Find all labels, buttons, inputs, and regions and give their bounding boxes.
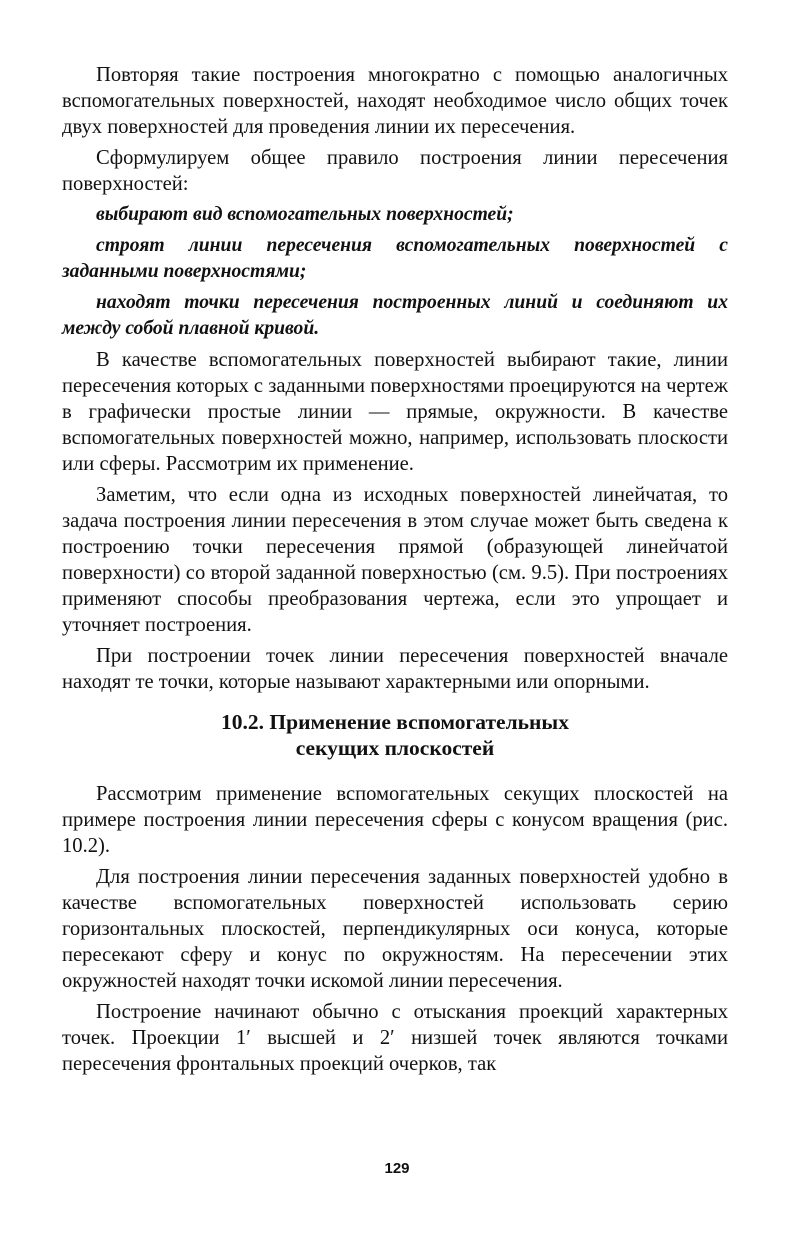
rules-list <box>62 202 728 342</box>
paragraph-construction-start: Построение начинают обычно с отыскания проекций характерных точек. Проекции 1′ высшей и 2′ низшей точек являются точками пересечения фронтальных проекций очерков, так <box>62 1001 728 1075</box>
paragraph-rule-intro: Сформулируем общее правило построения линии пересечения поверхностей: <box>62 147 728 195</box>
paragraph-characteristic-points: При построении точек линии пересечения поверхностей вначале находят те точки, которые называют характерными или опорными. <box>62 645 728 693</box>
section-heading <box>62 709 728 761</box>
paragraph-ruled-surface: Заметим, что если одна из исходных поверхностей линейчатая, то задача построения линии пересечения в этом случае может быть сведена к построению точки пересечения прямой (образующей линейчатой поверхности) со второй заданной поверхностью (см. 9.5). При построениях применяют способы преобразования чертежа, если это упрощает и уточняет построения. <box>62 484 728 636</box>
section-heading-line: секущих плоскостей <box>295 736 495 760</box>
paragraph-intro: Повторяя такие построения многократно с помощью аналогичных вспомогательных поверхностей, находят необходимое число общих точек двух поверхностей для проведения линии их пересечения. <box>62 64 728 138</box>
paragraph-sphere-cone: Рассмотрим применение вспомогательных секущих плоскостей на примере построения линии пересечения сферы с конусом вращения (рис. 10.2). <box>62 783 728 857</box>
paragraph-auxiliary-surfaces: В качестве вспомогательных поверхностей выбирают такие, линии пересечения которых с заданными поверхностями проецируются на чертеж в графически простые линии — прямые, окружности. В качестве вспомогательных поверхностей можно, например, использовать плоскости или сферы. Рассмотрим их применение. <box>62 349 728 475</box>
section-heading-line: 10.2. Применение вспомогательных <box>221 710 569 734</box>
paragraph-horizontal-planes: Для построения линии пересечения заданных поверхностей удобно в качестве вспомогательных поверхностей использовать серию горизонтальных плоскостей, перпендикулярных оси конуса, которые пересекают сферу и конус по окружностям. На пересечении этих окружностей находят точки искомой линии пересечения. <box>62 866 728 992</box>
rule-item: выбирают вид вспомогательных поверхностей; <box>96 204 514 225</box>
rule-item: находят точки пересечения построенных линий и соединяют их между собой плавной кривой. <box>62 292 728 339</box>
rule-item: строят линии пересечения вспомогательных поверхностей с заданными поверхностями; <box>62 235 728 282</box>
page-number: 129 <box>384 1160 410 1177</box>
